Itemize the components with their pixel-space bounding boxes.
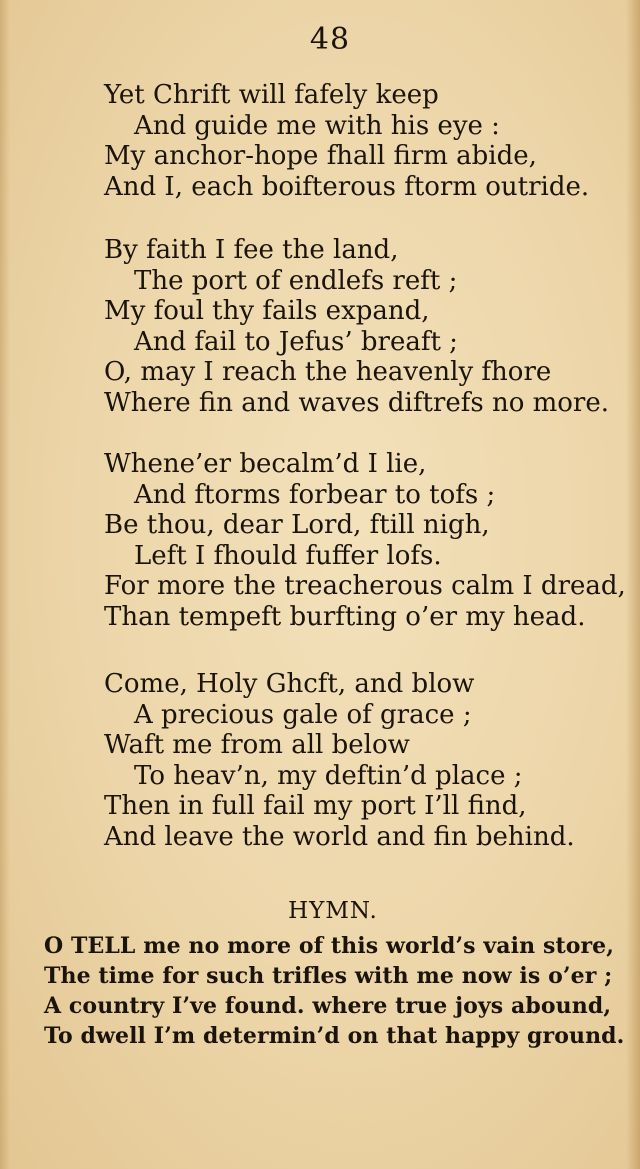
- verse-line: A precious gale of grace ;: [134, 699, 472, 730]
- verse-line: And leave the world and fin behind.: [104, 821, 575, 852]
- stanza: [104, 235, 624, 418]
- verse-line: To heav’n, my deftin’d place ;: [134, 760, 523, 791]
- verse-line: And fail to Jefus’ breaft ;: [134, 326, 458, 357]
- verse-line: And guide me with his eye :: [134, 110, 500, 141]
- verse-line: Where fin and waves diftrefs no more.: [104, 387, 610, 418]
- page-edge-shadow-left: [0, 0, 10, 1169]
- verse-line: Waft me from all below: [104, 730, 410, 760]
- hymn-line: A country I’ve found. where true joys abound,: [44, 993, 612, 1019]
- verse-line: Yet Chrift will fafely keep: [104, 80, 439, 110]
- verse-line: Than tempeft burfting o’er my head.: [104, 601, 586, 632]
- verse-line: And ftorms forbear to tofs ;: [134, 479, 496, 510]
- hymn-line: To dwell I’m determin’d on that happy ground.: [44, 1023, 625, 1049]
- hymn-line: The time for such trifles with me now is o’er ;: [44, 963, 613, 989]
- verse-line: Left I fhould fuffer lofs.: [134, 540, 442, 571]
- hymn-verse: [44, 931, 629, 1051]
- verse-line: Then in full fail my port I’ll find,: [104, 791, 527, 821]
- verse-line: For more the treacherous calm I dread,: [104, 571, 626, 601]
- verse-line: Come, Holy Ghcft, and blow: [104, 669, 475, 699]
- verse-line: O, may I reach the heavenly fhore: [104, 357, 552, 387]
- verse-line: The port of endlefs reft ;: [134, 265, 458, 296]
- stanza: [104, 80, 624, 202]
- hymn-line: O TELL me no more of this world’s vain store,: [44, 933, 615, 959]
- stanza: [104, 449, 624, 632]
- verse-line: Whene’er becalm’d I lie,: [104, 449, 427, 479]
- verse-line: By faith I fee the land,: [104, 235, 399, 265]
- hymn-title: HYMN.: [288, 898, 378, 924]
- stanza: [104, 669, 624, 852]
- page-number: 48: [309, 22, 351, 57]
- verse-line: My foul thy fails expand,: [104, 296, 430, 326]
- verse-line: My anchor-hope fhall firm abide,: [104, 141, 537, 171]
- verse-line: And I, each boifterous ftorm outride.: [104, 171, 590, 202]
- verse-line: Be thou, dear Lord, ftill nigh,: [104, 510, 490, 540]
